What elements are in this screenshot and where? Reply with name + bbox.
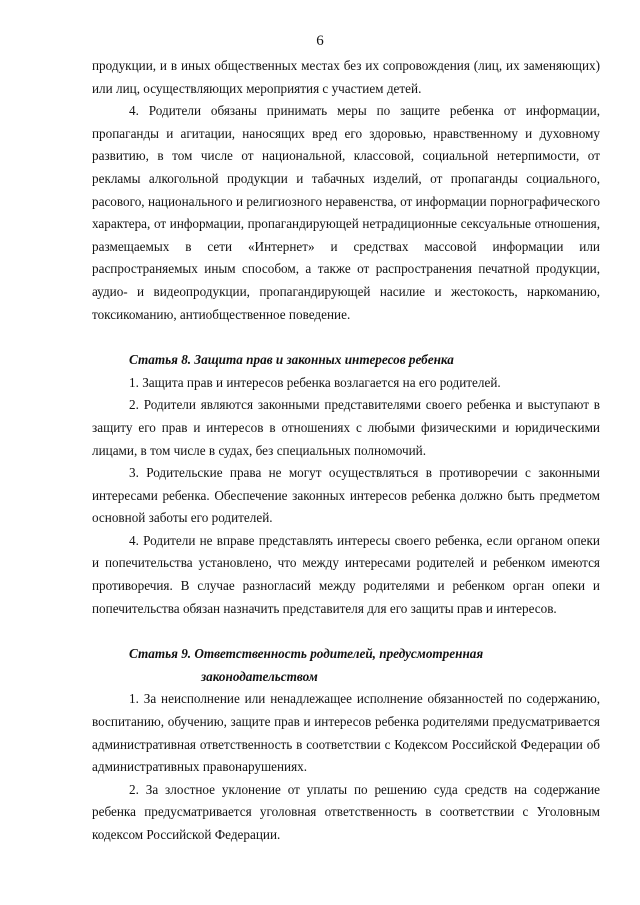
article-9-heading-continuation: законодательством [201,668,318,684]
spacer [92,326,600,349]
article-8-item-3: 3. Родительские права не могут осуществляться в противоречии с законными интересами ребенка. Обеспечение законных интересов ребенка должно быть предметом основной заботы его родителей. [92,465,600,526]
article-9-heading: Статья 9. Ответственность родителей, предусмотренная [129,646,484,662]
article-8-heading: Статья 8. Защита прав и законных интересов ребенка [129,352,454,368]
article-8-item-1: 1. Защита прав и интересов ребенка возлагается на его родителей. [129,374,501,390]
article-9-item-1: 1. За неисполнение или ненадлежащее исполнение обязанностей по содержанию, воспитанию, обучению, защите прав и интересов ребенка родителями предусматривается административная ответственность в соответствии с Кодексом Российской Федерации об административных правонарушениях. [92,691,600,775]
spacer [92,620,600,643]
document-body [92,55,600,847]
article-8-item-4: 4. Родители не вправе представлять интересы своего ребенка, если органом опеки и попечительства установлено, что между интересами родителей и ребенком имеются противоречия. В случае разногласий между родителями и ребенком орган опеки и попечительства обязан назначить представителя для его защиты прав и интересов. [92,532,600,616]
page-number: 6 [316,33,324,49]
article-9-item-2: 2. За злостное уклонение от уплаты по решению суда средств на содержание ребенка предусматривается уголовная ответственность в соответствии с Уголовным кодексом Российской Федерации. [92,781,600,842]
paragraph-continuation: продукции, и в иных общественных местах без их сопровождения (лиц, их заменяющих) или лиц, осуществляющих мероприятия с участием детей. [92,58,600,96]
paragraph-item-4: 4. Родители обязаны принимать меры по защите ребенка от информации, пропаганды и агитации, наносящих вред его здоровью, нравственному и духовному развитию, в том числе от национальной, классовой, социальной нетерпимости, от рекламы алкогольной продукции и табачных изделий, от пропаганды социального, расового, национального и религиозного неравенства, от информации порнографического характера, от информации, пропагандирующей нетрадиционные сексуальные отношения, размещаемых в сети «Интернет» и средствах массовой информации или распространяемых иным способом, а также от распространения печатной продукции, аудио- и видеопродукции, пропагандирующей насилие и жестокость, наркоманию, токсикоманию, антиобщественное поведение. [92,103,600,322]
article-8-item-2: 2. Родители являются законными представителями своего ребенка и выступают в защиту его прав и интересов в отношениях с любыми физическими и юридическими лицами, в том числе в судах, без специальных полномочий. [92,397,600,458]
